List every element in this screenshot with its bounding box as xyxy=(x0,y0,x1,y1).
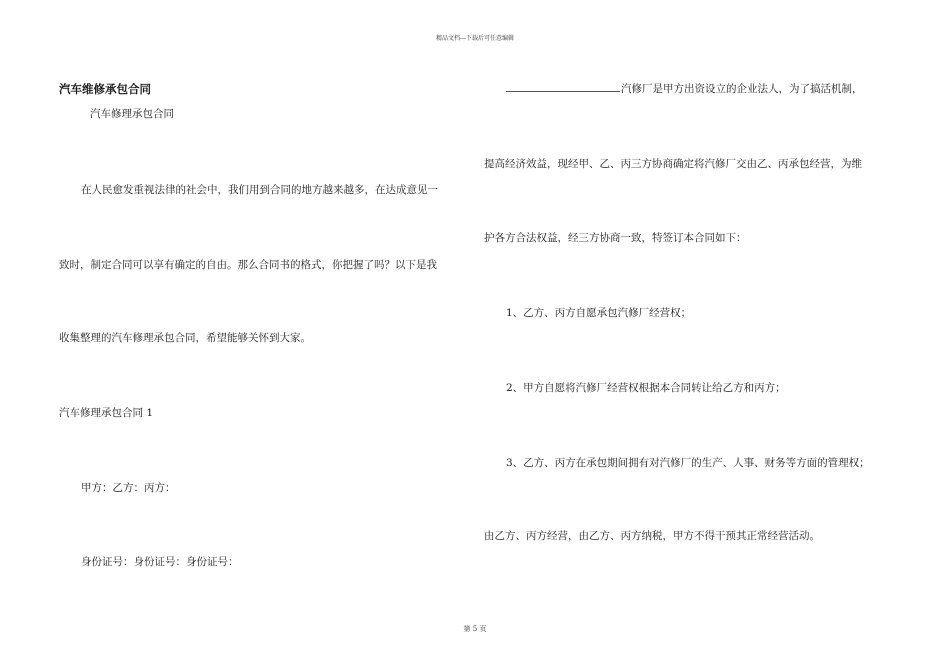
right-line-3: 护各方合法权益，经三方协商一致，特签订本合同如下： xyxy=(484,232,747,244)
intro-line-2: 致时，制定合同可以享有确定的自由。那么合同书的格式，你把握了吗？以下是我 xyxy=(59,259,437,271)
section-heading: 汽车修理承包合同 1 xyxy=(59,407,154,419)
page-number: 第 5 页 xyxy=(463,625,487,633)
right-line-1 xyxy=(506,81,863,96)
page-header: 精品文档---下载后可任意编辑 xyxy=(435,35,515,42)
id-numbers-line: 身份证号：身份证号：身份证号： xyxy=(81,556,239,568)
parties-line: 甲方：乙方：丙方： xyxy=(81,482,176,494)
document-subtitle: 汽车修理承包合同 xyxy=(90,108,174,120)
intro-line-1: 在人民愈发重视法律的社会中，我们用到合同的地方越来越多，在达成意见一 xyxy=(81,184,438,196)
right-line-2: 提高经济效益，现经甲、乙、丙三方协商确定将汽修厂交由乙、丙承包经营，为维 xyxy=(484,158,862,170)
right-line-1-text: 汽修厂是甲方出资设立的企业法人，为了搞活机制， xyxy=(621,83,863,95)
intro-line-3: 收集整理的汽车修理承包合同，希望能够关怀到大家。 xyxy=(59,332,311,344)
clause-1: 1、乙方、丙方自愿承包汽修厂经营权； xyxy=(506,307,692,319)
clause-2: 2、甲方自愿将汽修厂经营权根据本合同转让给乙方和丙方； xyxy=(506,382,786,394)
document-title: 汽车维修承包合同 xyxy=(59,82,151,96)
fill-in-blank xyxy=(506,82,620,92)
clause-3: 3、乙方、丙方在承包期间拥有对汽修厂的生产、人事、财务等方面的管理权； xyxy=(506,457,870,469)
clause-3-continuation: 由乙方、丙方经营，由乙方、丙方纳税，甲方不得干预其正常经营活动。 xyxy=(484,530,820,542)
